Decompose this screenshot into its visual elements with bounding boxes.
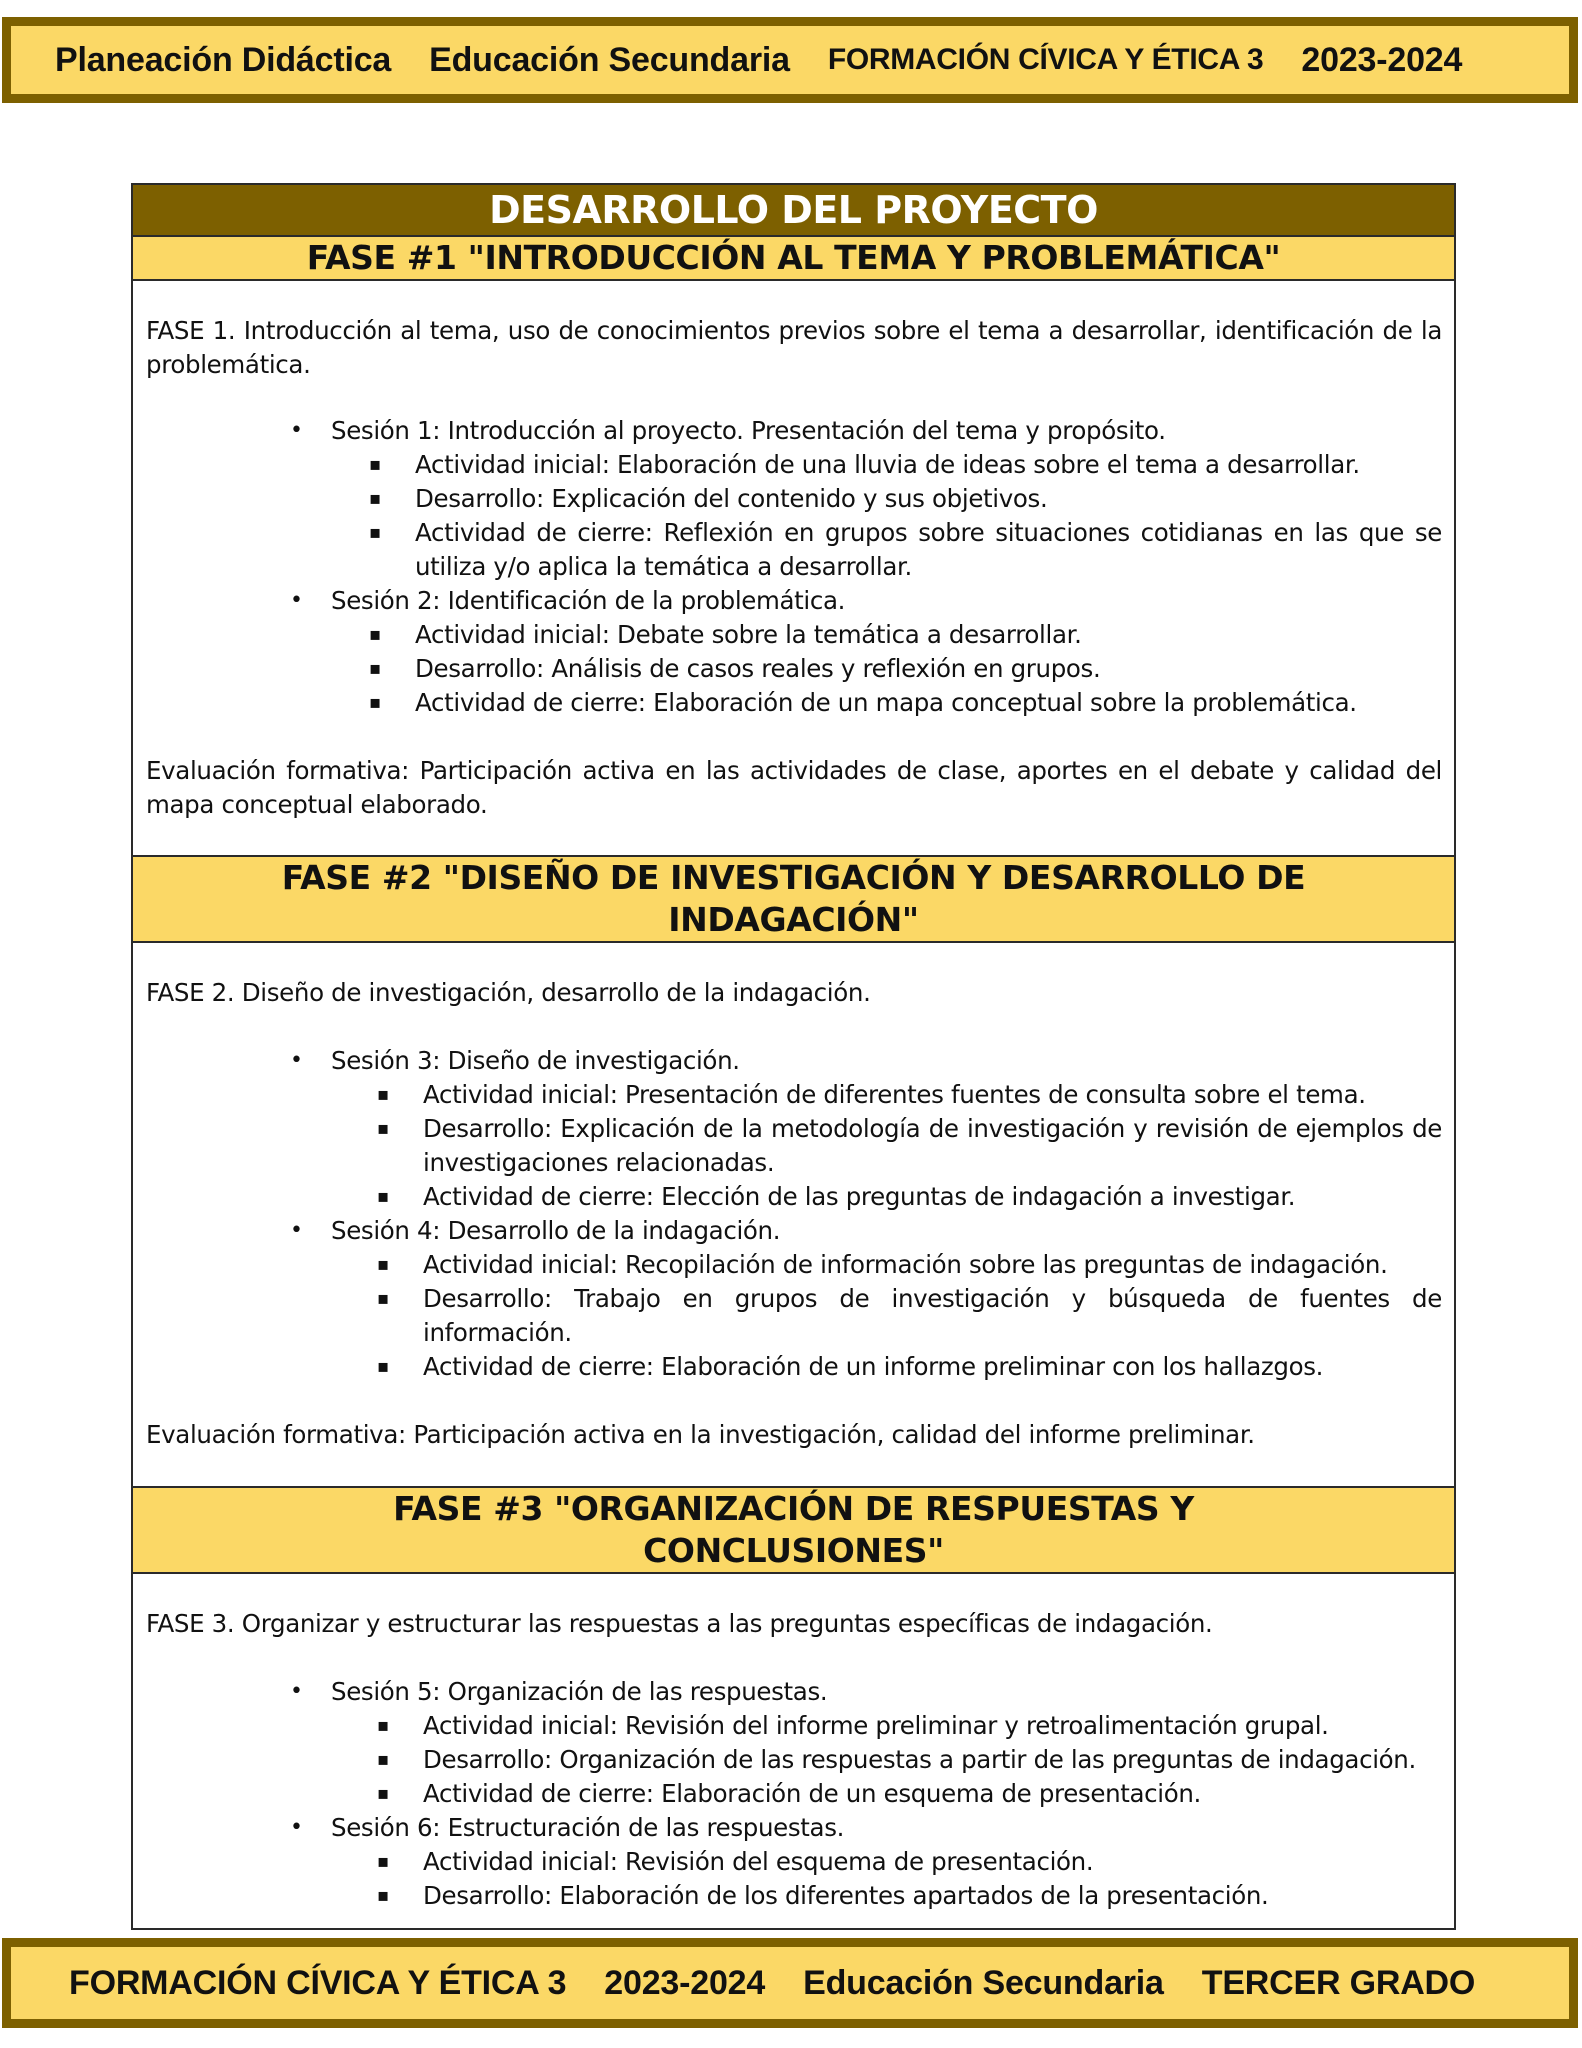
footer-grade: TERCER GRADO — [1201, 1963, 1476, 2002]
session-2-activities — [331, 618, 1442, 720]
phase-1-heading: FASE #1 "INTRODUCCIÓN AL TEMA Y PROBLEMÁTICA" — [133, 237, 1454, 281]
bullet-dot-icon: • — [290, 418, 303, 443]
phase-3-body — [133, 1574, 1454, 1913]
bullet-square-icon: ▪ — [369, 522, 381, 543]
session-1-activities — [331, 448, 1442, 584]
phase-2-intro: FASE 2. Diseño de investigación, desarrollo de la indagación. — [146, 978, 871, 1007]
activity-text: Desarrollo: Trabajo en grupos de investigación y búsqueda de fuentes de información. — [423, 1284, 1442, 1347]
bullet-dot-icon: • — [290, 1048, 303, 1073]
phase-2-evaluation: Evaluación formativa: Participación activa en la investigación, calidad del informe preliminar. — [146, 1420, 1255, 1449]
phase-2-body — [133, 943, 1454, 1486]
footer-level: Educación Secundaria — [803, 1963, 1164, 2002]
phase-2-heading: FASE #2 "DISEÑO DE INVESTIGACIÓN Y DESARROLLO DE INDAGACIÓN" — [133, 855, 1454, 943]
activity-item — [331, 618, 1442, 652]
phase-3-sessions — [146, 1675, 1442, 1913]
bullet-dot-icon: • — [290, 588, 303, 613]
table-title: DESARROLLO DEL PROYECTO — [133, 185, 1454, 237]
activity-text: Desarrollo: Análisis de casos reales y reflexión en grupos. — [415, 654, 1101, 683]
activity-text: Actividad de cierre: Elección de las preguntas de indagación a investigar. — [423, 1182, 1296, 1211]
page-header-band — [2, 17, 1578, 103]
header-subject: FORMACIÓN CÍVICA Y ÉTICA 3 — [827, 43, 1264, 76]
footer-subject: FORMACIÓN CÍVICA Y ÉTICA 3 — [69, 1963, 567, 2002]
footer-school-year: 2023-2024 — [604, 1963, 766, 2002]
bullet-square-icon: ▪ — [369, 692, 381, 713]
activity-item — [331, 686, 1442, 720]
bullet-dot-icon: • — [290, 1218, 303, 1243]
header-level: Educación Secundaria — [429, 40, 790, 79]
bullet-dot-icon: • — [290, 1815, 303, 1840]
activity-item — [331, 652, 1442, 686]
session-3 — [146, 1044, 1442, 1214]
activity-text: Actividad inicial: Revisión del esquema de presentación. — [423, 1847, 1094, 1876]
activity-text: Actividad de cierre: Elaboración de un mapa conceptual sobre la problemática. — [415, 688, 1357, 717]
bullet-square-icon: ▪ — [369, 624, 381, 645]
activity-text: Desarrollo: Explicación del contenido y sus objetivos. — [415, 484, 1048, 513]
bullet-square-icon: ▪ — [377, 1288, 389, 1309]
bullet-square-icon: ▪ — [377, 1783, 389, 1804]
activity-item — [331, 1180, 1442, 1214]
activity-text: Desarrollo: Elaboración de los diferentes apartados de la presentación. — [423, 1881, 1269, 1910]
bullet-square-icon: ▪ — [377, 1254, 389, 1275]
activity-item — [331, 1879, 1442, 1913]
session-label: Sesión 5: Organización de las respuestas. — [331, 1677, 828, 1706]
activity-item — [331, 1743, 1442, 1777]
phase-1-evaluation: Evaluación formativa: Participación activa en las actividades de clase, aportes en el debate y calidad del mapa conceptual elaborado. — [146, 756, 1442, 819]
activity-text: Actividad de cierre: Elaboración de un informe preliminar con los hallazgos. — [423, 1352, 1324, 1381]
session-label: Sesión 1: Introducción al proyecto. Presentación del tema y propósito. — [331, 416, 1166, 445]
session-label: Sesión 6: Estructuración de las respuestas. — [331, 1813, 845, 1842]
session-3-activities — [331, 1078, 1442, 1214]
phase-2-sessions — [146, 1044, 1442, 1384]
phase-3-heading: FASE #3 "ORGANIZACIÓN DE RESPUESTAS Y CONCLUSIONES" — [133, 1486, 1454, 1574]
page-footer-band — [2, 1938, 1578, 2028]
session-4 — [146, 1214, 1442, 1384]
project-development-table — [131, 183, 1456, 1930]
activity-text: Actividad inicial: Recopilación de información sobre las preguntas de indagación. — [423, 1250, 1388, 1279]
phase-1-body — [133, 281, 1454, 855]
session-1 — [146, 414, 1442, 584]
activity-text: Actividad inicial: Debate sobre la temática a desarrollar. — [415, 620, 1082, 649]
bullet-square-icon: ▪ — [377, 1885, 389, 1906]
session-6-activities — [331, 1845, 1442, 1913]
bullet-square-icon: ▪ — [369, 454, 381, 475]
activity-item — [331, 1350, 1442, 1384]
bullet-square-icon: ▪ — [369, 488, 381, 509]
activity-text: Actividad de cierre: Elaboración de un esquema de presentación. — [423, 1779, 1201, 1808]
session-label: Sesión 4: Desarrollo de la indagación. — [331, 1216, 781, 1245]
activity-item — [331, 1777, 1442, 1811]
header-planeacion: Planeación Didáctica — [55, 40, 392, 79]
activity-item — [331, 1282, 1442, 1350]
activity-text: Actividad inicial: Elaboración de una lluvia de ideas sobre el tema a desarrollar. — [415, 450, 1360, 479]
activity-item — [331, 1248, 1442, 1282]
activity-text: Desarrollo: Organización de las respuestas a partir de las preguntas de indagación. — [423, 1745, 1416, 1774]
bullet-square-icon: ▪ — [377, 1084, 389, 1105]
activity-item — [331, 1078, 1442, 1112]
phase-3-intro: FASE 3. Organizar y estructurar las respuestas a las preguntas específicas de indagación. — [146, 1609, 1213, 1638]
session-2 — [146, 584, 1442, 720]
activity-item — [331, 1845, 1442, 1879]
phase-1-sessions — [146, 414, 1442, 720]
bullet-square-icon: ▪ — [377, 1118, 389, 1139]
activity-text: Desarrollo: Explicación de la metodología de investigación y revisión de ejemplos de investigaciones relacionadas. — [423, 1114, 1442, 1177]
session-label: Sesión 2: Identificación de la problemática. — [331, 586, 846, 615]
session-5 — [146, 1675, 1442, 1811]
activity-item — [331, 516, 1442, 584]
bullet-square-icon: ▪ — [377, 1851, 389, 1872]
session-label: Sesión 3: Diseño de investigación. — [331, 1046, 740, 1075]
bullet-square-icon: ▪ — [369, 658, 381, 679]
session-4-activities — [331, 1248, 1442, 1384]
bullet-square-icon: ▪ — [377, 1356, 389, 1377]
activity-item — [331, 482, 1442, 516]
header-school-year: 2023-2024 — [1301, 40, 1463, 79]
activity-text: Actividad inicial: Presentación de diferentes fuentes de consulta sobre el tema. — [423, 1080, 1366, 1109]
activity-item — [331, 1709, 1442, 1743]
bullet-square-icon: ▪ — [377, 1715, 389, 1736]
phase-1-intro: FASE 1. Introducción al tema, uso de conocimientos previos sobre el tema a desarrollar, identificación de la problemática. — [146, 316, 1442, 379]
session-5-activities — [331, 1709, 1442, 1811]
activity-text: Actividad de cierre: Reflexión en grupos sobre situaciones cotidianas en las que se utiliza y/o aplica la temática a desarrollar. — [415, 518, 1442, 581]
bullet-square-icon: ▪ — [377, 1186, 389, 1207]
bullet-square-icon: ▪ — [377, 1749, 389, 1770]
activity-text: Actividad inicial: Revisión del informe preliminar y retroalimentación grupal. — [423, 1711, 1329, 1740]
activity-item — [331, 1112, 1442, 1180]
activity-item — [331, 448, 1442, 482]
session-6 — [146, 1811, 1442, 1913]
bullet-dot-icon: • — [290, 1679, 303, 1704]
